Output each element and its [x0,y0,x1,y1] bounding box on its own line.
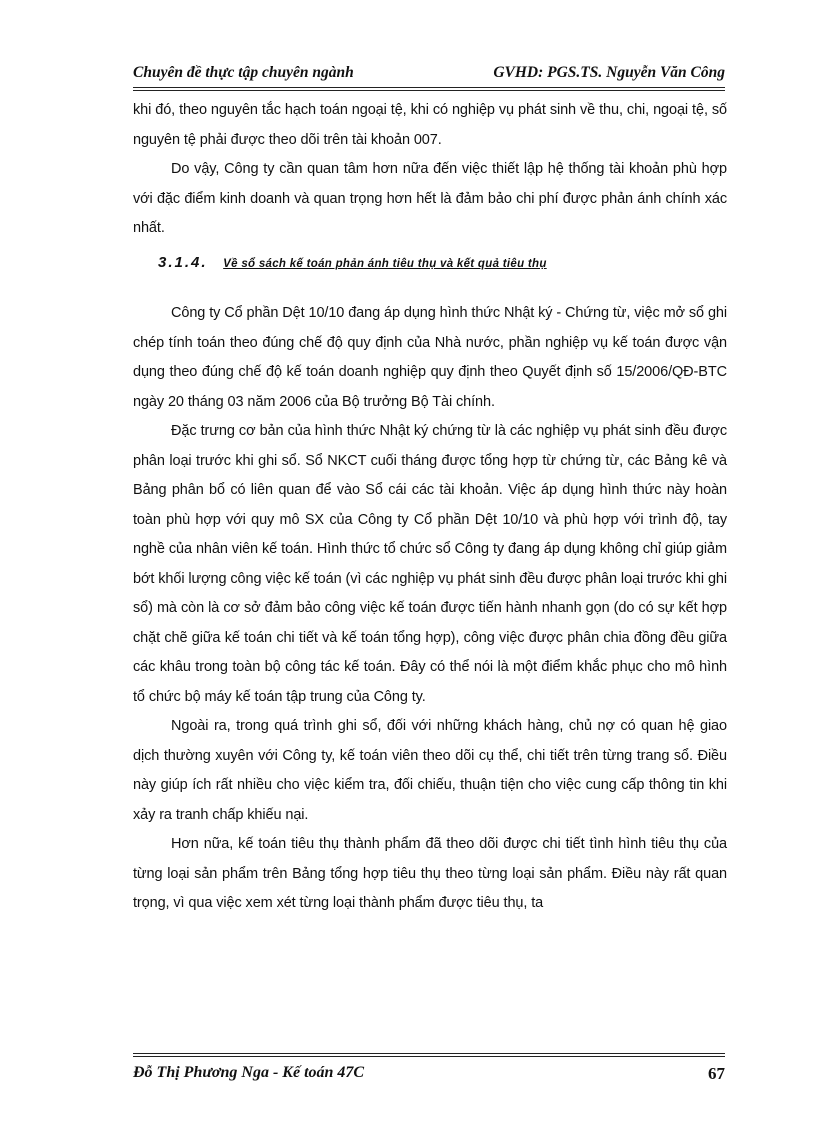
paragraph-2: Đặc trưng cơ bản của hình thức Nhật ký chứng từ là các nghiệp vụ phát sinh đều được phân loại trước khi ghi sổ. Sổ NKCT cuối tháng được tổng hợp từ chứng từ, các Bảng kê và Bảng phân bổ có liên quan để vào Sổ cái các tài khoản. Việc áp dụng hình thức này hoàn toàn phù hợp với quy mô SX của Công ty Cổ phần Dệt 10/10 và phù hợp với trình độ, tay nghề của nhân viên kế toán. Hình thức tổ chức sổ Công ty đang áp dụng không chỉ giúp giảm bớt khối lượng công việc kế toán (vì các nghiệp vụ phát sinh đều được phân loại trước khi ghi sổ) mà còn là cơ sở đảm bảo công việc kế toán được tiến hành nhanh gọn (do có sự kết hợp chặt chẽ giữa kế toán chi tiết và kế toán tổng hợp), công việc được phân chia đồng đều giữa các khâu trong toàn bộ công tác kế toán. Đây có thể nói là một điểm khắc phục cho mô hình tổ chức bộ máy kế toán tập trung của Công ty. [133,423,727,705]
intro-paragraph-2: Do vậy, Công ty cần quan tâm hơn nữa đến việc thiết lập hệ thống tài khoản phù hợp với đặc điểm kinh doanh và quan trọng hơn hết là đảm bảo chi phí được phản ánh chính xác nhất. [133,161,727,236]
header-rule [133,87,725,88]
intro-block [133,96,727,244]
footer-author: Đỗ Thị Phương Nga - Kế toán 47C [133,1064,365,1081]
header-rule-2 [133,90,725,91]
page-number: 67 [708,1064,725,1083]
page-footer [133,1064,725,1082]
paragraph-4: Hơn nữa, kế toán tiêu thụ thành phẩm đã theo dõi được chi tiết tình hình tiêu thụ của từng loại sản phẩm trên Bảng tổng hợp tiêu thụ theo từng loại sản phẩm. Điều này rất quan trọng, vì qua việc xem xét từng loại thành phẩm được tiêu thụ, ta [133,836,727,911]
section-title: Về sổ sách kế toán phản ánh tiêu thụ và kết quả tiêu thụ [223,258,547,270]
section-body [133,299,727,919]
section-number: 3.1.4. [158,254,208,271]
paragraph-3: Ngoài ra, trong quá trình ghi sổ, đối với những khách hàng, chủ nợ có quan hệ giao dịch thường xuyên với Công ty, kế toán viên theo dõi cụ thể, chi tiết trên từng trang sổ. Điều này giúp ích rất nhiều cho việc kiểm tra, đối chiếu, thuận tiện cho việc cung cấp thông tin khi xảy ra tranh chấp khiếu nại. [133,718,727,823]
header-left-text: Chuyên đề thực tập chuyên ngành [133,64,354,81]
intro-paragraph-1: khi đó, theo nguyên tắc hạch toán ngoại tệ, khi có nghiệp vụ phát sinh về thu, chi, ngoại tệ, số nguyên tệ phải được theo dõi trên tài khoản 007. [133,102,727,148]
paragraph-1: Công ty Cổ phần Dệt 10/10 đang áp dụng hình thức Nhật ký - Chứng từ, việc mở sổ ghi chép tính toán theo đúng chế độ quy định của Nhà nước, phần nghiệp vụ kế toán được vận dụng theo đúng chế độ kế toán doanh nghiệp quy định theo Quyết định số 15/2006/QĐ-BTC ngày 20 tháng 03 năm 2006 của Bộ trưởng Bộ Tài chính. [133,305,727,410]
footer-rule [133,1053,725,1054]
header-right-text: GVHD: PGS.TS. Nguyễn Văn Công [493,64,725,81]
section-heading [158,254,547,271]
page-header [133,62,725,86]
footer-rule-2 [133,1056,725,1057]
